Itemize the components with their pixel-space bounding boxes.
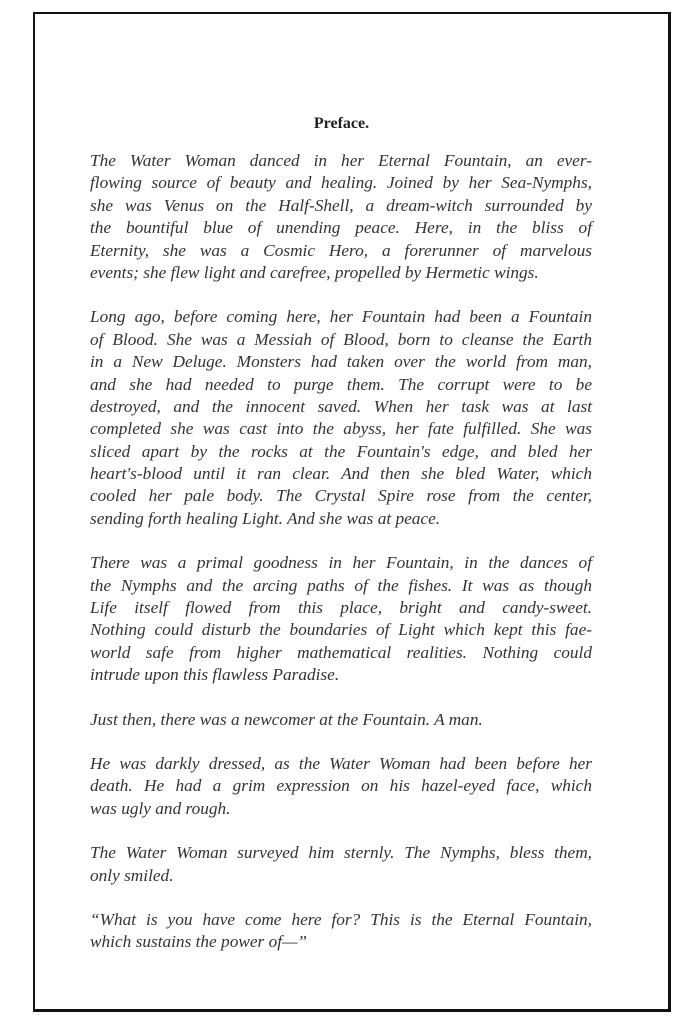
paragraph-3 [90, 552, 592, 686]
text-line: Just then, there was a newcomer at the Fountain. A man. [90, 709, 483, 729]
text-line: sliced apart by the rocks at the Fountain's edge, and bled her [90, 441, 592, 461]
text-line: she was Venus on the Half-Shell, a dream-witch surrounded by [90, 195, 592, 215]
text-line: which sustains the power of—” [90, 932, 307, 952]
text-line: Nothing could disturb the boundaries of Light which kept this fae- [90, 620, 592, 640]
text-line: of Blood. She was a Messiah of Blood, born to cleanse the Earth [90, 329, 592, 349]
text-line: Long ago, before coming here, her Fountain had been a Fountain [90, 307, 592, 327]
text-line: the bountiful blue of unending peace. Here, in the bliss of [90, 218, 592, 238]
text-line: “What is you have come here for? This is the Eternal Fountain, [90, 909, 592, 929]
text-line: Life itself flowed from this place, bright and candy-sweet. [90, 598, 592, 618]
paragraph-4 [90, 709, 592, 731]
text-line: death. He had a grim expression on his hazel-eyed face, which [90, 776, 592, 796]
text-line: cooled her pale body. The Crystal Spire rose from the center, [90, 486, 592, 506]
text-line: only smiled. [90, 865, 174, 885]
text-line: the Nymphs and the arcing paths of the fishes. It was as though [90, 575, 592, 595]
paragraph-2 [90, 306, 592, 530]
paragraph-1 [90, 150, 592, 284]
text-line: flowing source of beauty and healing. Joined by her Sea-Nymphs, [90, 173, 592, 193]
text-line: world safe from higher mathematical realities. Nothing could [90, 642, 592, 662]
paragraph-5 [90, 753, 592, 820]
text-line: and she had needed to purge them. The corrupt were to be [90, 374, 592, 394]
text-line: destroyed, and the innocent saved. When her task was at last [90, 396, 592, 416]
text-line: in a New Deluge. Monsters had taken over the world from man, [90, 352, 592, 372]
text-line: completed she was cast into the abyss, her fate fulfilled. She was [90, 419, 592, 439]
text-line: sending forth healing Light. And she was at peace. [90, 508, 441, 528]
text-line: events; she flew light and carefree, propelled by Hermetic wings. [90, 262, 539, 282]
text-line: He was darkly dressed, as the Water Woman had been before her [90, 753, 592, 773]
paragraph-7 [90, 909, 592, 954]
document-body [90, 150, 592, 976]
text-line: There was a primal goodness in her Fountain, in the dances of [90, 553, 592, 573]
text-line: The Water Woman surveyed him sternly. The Nymphs, bless them, [90, 843, 592, 863]
text-line: intrude upon this flawless Paradise. [90, 665, 340, 685]
text-line: The Water Woman danced in her Eternal Fountain, an ever- [90, 151, 592, 170]
page-title: Preface. [313, 115, 370, 132]
text-line: was ugly and rough. [90, 798, 231, 818]
text-line: heart's-blood until it ran clear. And then she bled Water, which [90, 464, 592, 484]
paragraph-6 [90, 842, 592, 887]
text-line: Eternity, she was a Cosmic Hero, a forerunner of marvelous [90, 240, 592, 260]
